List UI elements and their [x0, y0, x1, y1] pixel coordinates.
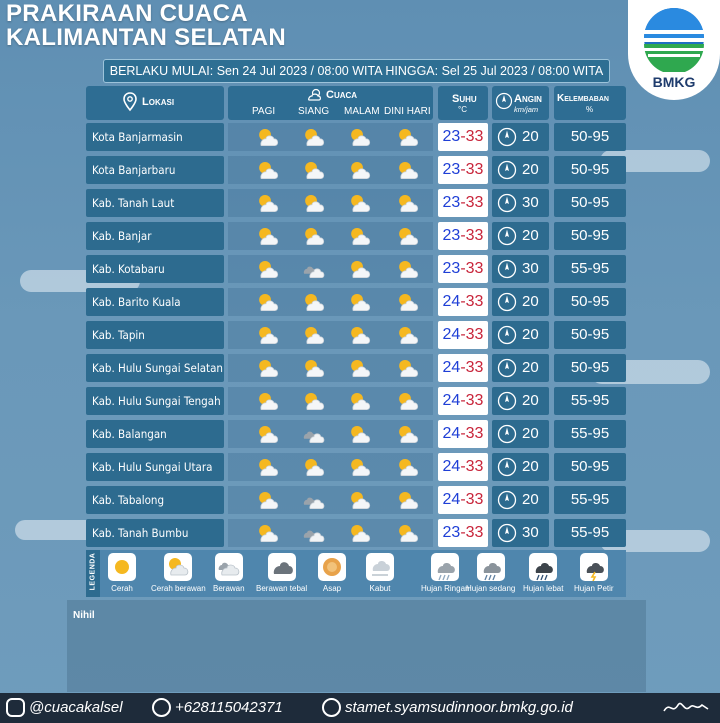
table-row	[86, 156, 626, 184]
temp-min: 23	[442, 260, 461, 277]
cloud-sun-icon	[306, 88, 322, 102]
partly-cloudy-icon	[396, 324, 420, 346]
smoke-icon	[318, 553, 346, 581]
location-name: Kab. Hulu Sungai Utara	[86, 453, 224, 481]
temp-min: 24	[442, 491, 461, 508]
humidity: 55-95	[554, 420, 626, 448]
temp-max: 33	[465, 293, 484, 310]
moderate-rain-icon	[477, 553, 505, 581]
weather-cells	[228, 288, 433, 316]
location-name: Kab. Hulu Sungai Tengah	[86, 387, 224, 415]
partly-cloudy-icon	[256, 159, 280, 181]
partly-cloudy-icon	[396, 456, 420, 478]
partly-cloudy-icon	[256, 258, 280, 280]
temp-max: 33	[465, 491, 484, 508]
partly-cloudy-icon	[348, 291, 372, 313]
footer-instagram[interactable]: @cuacakalsel	[29, 699, 123, 716]
temp-separator: -	[460, 293, 466, 310]
humidity: 50-95	[554, 222, 626, 250]
temperature	[438, 453, 488, 481]
temp-max: 33	[465, 359, 484, 376]
header-suhu-label: Suhu	[452, 93, 477, 105]
partly-cloudy-icon	[302, 192, 326, 214]
location-name: Kab. Hulu Sungai Selatan	[86, 354, 224, 382]
temperature	[438, 387, 488, 415]
weather-cells	[228, 354, 433, 382]
time-siang: SIANG	[298, 106, 330, 117]
time-pagi: PAGI	[252, 106, 276, 117]
wind-speed: 20	[522, 128, 539, 145]
weather-cells	[228, 519, 433, 547]
partly-cloudy-icon	[256, 423, 280, 445]
location-name: Kota Banjarmasin	[86, 123, 224, 151]
location-name: Kab. Tapin	[86, 321, 224, 349]
location-name: Kab. Tanah Laut	[86, 189, 224, 217]
temperature	[438, 123, 488, 151]
wind-speed: 20	[522, 458, 539, 475]
temp-max: 33	[465, 227, 484, 244]
temp-min: 24	[442, 293, 461, 310]
wind	[492, 222, 549, 250]
partly-cloudy-icon	[396, 258, 420, 280]
partly-cloudy-icon	[348, 390, 372, 412]
header-lokasi	[86, 86, 224, 120]
wind	[492, 486, 549, 514]
footer-whatsapp[interactable]: +628115042371	[175, 699, 283, 716]
temp-min: 23	[442, 194, 461, 211]
humidity: 50-95	[554, 354, 626, 382]
temp-min: 24	[442, 425, 461, 442]
partly-cloudy-icon	[256, 192, 280, 214]
weather-cells	[228, 222, 433, 250]
wind	[492, 387, 549, 415]
wind	[492, 321, 549, 349]
wind-speed: 30	[522, 524, 539, 541]
temp-separator: -	[460, 128, 466, 145]
temp-separator: -	[460, 227, 466, 244]
temp-min: 24	[442, 359, 461, 376]
header-angin-label: Angin	[514, 93, 542, 105]
sun-icon	[108, 553, 136, 581]
wind	[492, 255, 549, 283]
temp-separator: -	[460, 491, 466, 508]
header-angin	[492, 86, 549, 120]
table-row	[86, 255, 626, 283]
temp-separator: -	[460, 524, 466, 541]
partly-cloudy-icon	[348, 258, 372, 280]
partly-cloudy-icon	[348, 225, 372, 247]
temp-max: 33	[465, 392, 484, 409]
humidity: 55-95	[554, 387, 626, 415]
table-row	[86, 222, 626, 250]
bmkg-logo-text: BMKG	[652, 74, 696, 90]
humidity: 55-95	[554, 255, 626, 283]
partly-cloudy-icon	[302, 126, 326, 148]
temperature	[438, 255, 488, 283]
partly-cloudy-icon	[302, 390, 326, 412]
table-row	[86, 354, 626, 382]
partly-cloudy-icon	[348, 159, 372, 181]
weather-cells	[228, 420, 433, 448]
humidity: 55-95	[554, 486, 626, 514]
sun-cloud-icon	[164, 553, 192, 581]
temp-separator: -	[460, 260, 466, 277]
location-name: Kab. Kotabaru	[86, 255, 224, 283]
wind	[492, 189, 549, 217]
temp-min: 23	[442, 161, 461, 178]
fog-icon	[366, 553, 394, 581]
wind	[492, 453, 549, 481]
temp-separator: -	[460, 161, 466, 178]
bmkg-logo-emblem	[628, 0, 720, 72]
dark-cloud-icon	[268, 553, 296, 581]
temperature	[438, 519, 488, 547]
partly-cloudy-icon	[302, 456, 326, 478]
wind	[492, 420, 549, 448]
temperature	[438, 156, 488, 184]
temp-max: 33	[465, 326, 484, 343]
table-row	[86, 321, 626, 349]
partly-cloudy-icon	[396, 192, 420, 214]
humidity: 50-95	[554, 453, 626, 481]
location-name: Kab. Barito Kuala	[86, 288, 224, 316]
temp-separator: -	[460, 326, 466, 343]
cloudy-icon	[302, 522, 326, 544]
temp-separator: -	[460, 458, 466, 475]
partly-cloudy-icon	[256, 456, 280, 478]
legend-label: Berawan	[213, 584, 245, 593]
header-kelembaban	[554, 86, 626, 120]
partly-cloudy-icon	[256, 291, 280, 313]
legend-item	[256, 553, 307, 593]
title-line-2: KALIMANTAN SELATAN	[6, 24, 287, 51]
wind-speed: 20	[522, 425, 539, 442]
table-row	[86, 519, 626, 547]
wind-speed: 20	[522, 227, 539, 244]
partly-cloudy-icon	[256, 489, 280, 511]
temp-min: 23	[442, 227, 461, 244]
wind	[492, 288, 549, 316]
temp-separator: -	[460, 359, 466, 376]
legend-tag-label: LEGENDA	[89, 552, 97, 591]
partly-cloudy-icon	[396, 126, 420, 148]
temp-max: 33	[465, 425, 484, 442]
header-angin-unit: km/jam	[514, 105, 539, 114]
wind-compass-icon	[495, 92, 513, 110]
legend-item	[421, 553, 469, 593]
table-row	[86, 288, 626, 316]
weather-cells	[228, 387, 433, 415]
cloud-icon	[215, 553, 243, 581]
legend-label: Berawan tebal	[256, 584, 308, 593]
temp-min: 24	[442, 458, 461, 475]
partly-cloudy-icon	[396, 522, 420, 544]
legend-tag	[86, 550, 100, 597]
wind-speed: 20	[522, 392, 539, 409]
temp-min: 24	[442, 326, 461, 343]
cloudy-icon	[302, 258, 326, 280]
location-name: Kab. Banjar	[86, 222, 224, 250]
temp-max: 33	[465, 260, 484, 277]
page-title	[6, 2, 286, 50]
wind	[492, 519, 549, 547]
table-row	[86, 387, 626, 415]
cloudy-icon	[302, 489, 326, 511]
temp-max: 33	[465, 161, 484, 178]
location-name: Kab. Balangan	[86, 420, 224, 448]
partly-cloudy-icon	[396, 225, 420, 247]
weather-cells	[228, 321, 433, 349]
partly-cloudy-icon	[396, 291, 420, 313]
humidity: 50-95	[554, 288, 626, 316]
temp-separator: -	[460, 425, 466, 442]
legend-label: Cerah berawan	[151, 584, 206, 593]
notes-panel	[67, 600, 646, 692]
partly-cloudy-icon	[302, 324, 326, 346]
partly-cloudy-icon	[348, 522, 372, 544]
temp-max: 33	[465, 194, 484, 211]
table-row	[86, 486, 626, 514]
temperature	[438, 189, 488, 217]
partly-cloudy-icon	[302, 357, 326, 379]
time-dini-hari: DINI HARI	[384, 106, 431, 117]
wind	[492, 354, 549, 382]
weather-cells	[228, 255, 433, 283]
bmkg-logo	[628, 0, 720, 100]
temperature	[438, 354, 488, 382]
temperature	[438, 321, 488, 349]
weather-cells	[228, 123, 433, 151]
legend-item	[366, 553, 394, 593]
header-suhu-unit: °C	[458, 105, 467, 114]
partly-cloudy-icon	[256, 357, 280, 379]
location-name: Kota Banjarbaru	[86, 156, 224, 184]
wind	[492, 123, 549, 151]
partly-cloudy-icon	[348, 192, 372, 214]
partly-cloudy-icon	[302, 159, 326, 181]
thunderstorm-icon	[580, 553, 608, 581]
wind-speed: 20	[522, 293, 539, 310]
notes-text: Nihil	[73, 610, 95, 621]
partly-cloudy-icon	[348, 489, 372, 511]
partly-cloudy-icon	[348, 357, 372, 379]
whatsapp-icon	[152, 698, 171, 717]
temperature	[438, 420, 488, 448]
humidity: 50-95	[554, 189, 626, 217]
temp-max: 33	[465, 524, 484, 541]
header-lokasi-label: Lokasi	[142, 96, 175, 108]
legend-item	[318, 553, 346, 593]
temp-max: 33	[465, 128, 484, 145]
legend-item	[466, 553, 515, 593]
partly-cloudy-icon	[348, 126, 372, 148]
light-rain-icon	[431, 553, 459, 581]
location-name: Kab. Tanah Bumbu	[86, 519, 224, 547]
temp-max: 33	[465, 458, 484, 475]
temperature	[438, 222, 488, 250]
table-row	[86, 453, 626, 481]
partly-cloudy-icon	[256, 522, 280, 544]
partly-cloudy-icon	[256, 225, 280, 247]
header-suhu	[438, 86, 488, 120]
partly-cloudy-icon	[256, 390, 280, 412]
legend-item	[108, 553, 136, 593]
time-malam: MALAM	[344, 106, 380, 117]
wind-speed: 30	[522, 260, 539, 277]
validity-period: BERLAKU MULAI: Sen 24 Jul 2023 / 08:00 WITA HINGGA: Sel 25 Jul 2023 / 08:00 WITA	[103, 59, 610, 83]
partly-cloudy-icon	[396, 390, 420, 412]
partly-cloudy-icon	[348, 456, 372, 478]
temperature	[438, 288, 488, 316]
weather-cells	[228, 156, 433, 184]
wind-speed: 20	[522, 491, 539, 508]
table-row	[86, 420, 626, 448]
legend-label: Hujan lebat	[523, 584, 564, 593]
legend-label: Hujan Ringan	[421, 584, 470, 593]
humidity: 50-95	[554, 321, 626, 349]
legend-label: Hujan sedang	[466, 584, 516, 593]
legend-item	[213, 553, 245, 593]
legend-item	[151, 553, 206, 593]
title-line-1: PRAKIRAAN CUACA	[6, 0, 248, 27]
header-kelembaban-label: Kelembaban	[557, 93, 609, 104]
humidity: 50-95	[554, 156, 626, 184]
temperature	[438, 486, 488, 514]
partly-cloudy-icon	[256, 324, 280, 346]
legend-label: Hujan Petir	[574, 584, 614, 593]
partly-cloudy-icon	[396, 489, 420, 511]
weather-cells	[228, 189, 433, 217]
legend-item	[523, 553, 563, 593]
legend	[86, 550, 626, 597]
globe-icon	[322, 698, 341, 717]
table-row	[86, 123, 626, 151]
partly-cloudy-icon	[302, 291, 326, 313]
partly-cloudy-icon	[396, 159, 420, 181]
table-row	[86, 189, 626, 217]
temp-min: 23	[442, 524, 461, 541]
partly-cloudy-icon	[396, 423, 420, 445]
footer-website[interactable]: stamet.syamsudinnoor.bmkg.go.id	[345, 699, 573, 716]
legend-label: Kabut	[369, 584, 391, 593]
partly-cloudy-icon	[256, 126, 280, 148]
legend-label: Cerah	[111, 584, 133, 593]
heavy-rain-icon	[529, 553, 557, 581]
partly-cloudy-icon	[348, 324, 372, 346]
signature-icon	[662, 699, 710, 717]
weather-cells	[228, 453, 433, 481]
legend-label: Asap	[322, 584, 342, 593]
wind-speed: 30	[522, 194, 539, 211]
location-pin-icon	[122, 92, 138, 112]
header-cuaca-label: Cuaca	[326, 89, 358, 101]
temp-separator: -	[460, 194, 466, 211]
temp-min: 24	[442, 392, 461, 409]
instagram-icon	[6, 698, 25, 717]
partly-cloudy-icon	[302, 225, 326, 247]
weather-cells	[228, 486, 433, 514]
wind-speed: 20	[522, 359, 539, 376]
humidity: 55-95	[554, 519, 626, 547]
partly-cloudy-icon	[396, 357, 420, 379]
humidity: 50-95	[554, 123, 626, 151]
cloudy-icon	[302, 423, 326, 445]
legend-item	[574, 553, 614, 593]
wind	[492, 156, 549, 184]
partly-cloudy-icon	[348, 423, 372, 445]
header-cuaca	[228, 86, 433, 120]
footer	[0, 693, 720, 723]
temp-min: 23	[442, 128, 461, 145]
location-name: Kab. Tabalong	[86, 486, 224, 514]
wind-speed: 20	[522, 161, 539, 178]
wind-speed: 20	[522, 326, 539, 343]
header-kelembaban-unit: %	[586, 105, 594, 114]
temp-separator: -	[460, 392, 466, 409]
